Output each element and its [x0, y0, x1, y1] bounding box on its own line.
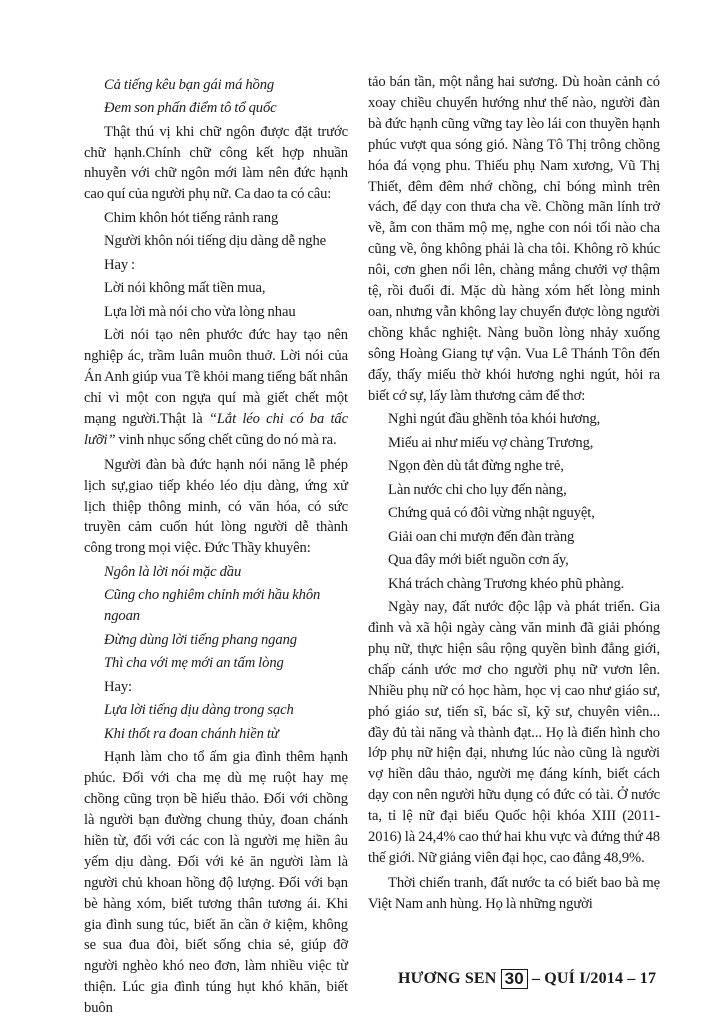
verse-line: Chứng quả có đôi vừng nhật nguyệt, [388, 505, 595, 522]
verse-line: Qua đây mới biết nguồn cơn ấy, [388, 552, 569, 569]
footer-separator-2: – [627, 970, 636, 987]
verse-line: Lời nói không mất tiền mua, [104, 280, 266, 297]
body-paragraph: Thời chiến tranh, đất nước ta có biết bao bà mẹ Việt Nam anh hùng. Họ là những người [368, 874, 660, 912]
body-paragraph: Lời nói tạo nên phước đức hay tạo nên nghiệp ác, trầm luân muôn thuở. Lời nói của Án Anh giúp vua Tề khỏi mang tiếng bất nhân chỉ vì một con ngựa quí mà giết chết một mạng người.Thật là “Lắt léo chi có ba tấc lưỡi” vinh nhục sống chết cũng do nó mà ra. [84, 327, 348, 448]
verse-line: Cũng cho nghiêm chỉnh mới hầu khôn ngoan [104, 587, 321, 625]
body-paragraph: tảo bán tần, một nắng hai sương. Dù hoàn cảnh có xoay chiều chuyển hướng như thế nào, người đàn bà đức hạnh cũng vững tay lèo lái con thuyền hạnh phúc vượt qua sóng gió. Nàng Tô Thị trông chồng hóa đá vọng phu. Thiếu phụ Nam xương, Vũ Thị Thiết, đêm đêm nhớ chồng, chỉ bóng mình trên vách, để dạy con thưa cha về. Chồng mãn lính trở về, ẵm con thăm mộ mẹ, nghe con nói tối nào cha cũng về, ông không phải là cha tôi. Không rõ khúc nôi, cơn ghen nổi lên, chàng mắng chưởi vợ thậm tệ, rồi đuổi đi. Mặc dù hàng xóm hết lòng minh oan, nhưng vẫn không lay chuyển được lòng người chồng khắc nghiệt. Nàng buồn lòng nhảy xuống sông Hoàng Giang tự vận. Vua Lê Thánh Tôn đến đấy, thấy miếu thờ khói hương nghi ngút, hỏi ra biết cớ sự, lấy làm thương cảm để thơ: [368, 74, 660, 404]
verse-line: Khá trách chàng Trương khéo phũ phàng. [388, 575, 625, 592]
verse-line: Miếu ai như miếu vợ chàng Trương, [388, 434, 594, 451]
page-number: 17 [639, 970, 657, 987]
body-paragraph: Hạnh làm cho tổ ấm gia đình thêm hạnh phúc. Đối với cha mẹ dù mẹ ruột hay mẹ chồng cũng trọn bề hiếu thảo. Đối với chồng là người bạn đường chung thủy, đoan chánh hiền từ, đối với các con là người mẹ hiền âu yếm dịu dàng. Đối với kẻ ăn người làm là người chủ khoan hồng độ lượng. Đối với bạn bè hàng xóm, biết tương thân tương ái. Khi gia đình sung túc, biết ăn cần ở kiệm, không se sua đua đòi, biết sống chia sẻ, giúp đỡ người nghèo khó neo đơn, làm nhiều việc từ thiện. Lúc gia đình túng hụt khó khăn, biết buôn [84, 749, 348, 1017]
verse-line: Đừng dùng lời tiếng phang ngang [104, 631, 297, 648]
verse-line: Hay: [104, 678, 132, 695]
verse-line: Giải oan chi mượn đến đàn tràng [388, 528, 575, 545]
verse-line: Ngọn đèn dù tắt đừng nghe trẻ, [388, 458, 564, 475]
verse-line: Chim khôn hót tiếng rảnh rang [104, 209, 279, 226]
verse-line: Đem son phấn điểm tô tổ quốc [104, 100, 277, 117]
verse-line: Ngôn là lời nói mặc dầu [104, 563, 242, 580]
verse-line: Nghi ngút đầu ghềnh tỏa khói hương, [388, 411, 601, 428]
verse-line: Khi thốt ra đoan chánh hiền từ [104, 725, 279, 742]
page-footer [398, 969, 660, 989]
right-column [368, 72, 660, 915]
verse-line: Cả tiếng kêu bạn gái má hồng [104, 76, 275, 93]
verse-line: Thì cha với mẹ mới an tấm lòng [104, 655, 284, 672]
body-paragraph: Thật thú vị khi chữ ngôn được đặt trước chữ hạnh.Chính chữ công kết hợp nhuần nhuyễn với chữ ngôn mới làm nên đức hạnh cao quí của người phụ nữ. Ca dao ta có câu: [84, 123, 348, 203]
magazine-name: HƯƠNG SEN [398, 970, 497, 987]
footer-separator: – [531, 970, 541, 987]
verse-line: Lựa lời tiếng dịu dàng trong sạch [104, 702, 294, 719]
left-column [84, 72, 348, 1019]
italic-quote: “Lắt léo chi có ba tấc lưỡi” [84, 410, 348, 448]
issue-number-box: 30 [501, 969, 528, 989]
body-paragraph: Người đàn bà đức hạnh nói năng lễ phép lịch sự,giao tiếp khéo léo dịu dàng, ứng xử lịch thiệp thông minh, có văn hóa, có sức truyền cảm cuốn hút lòng người dễ thành công trong mọi việc. Đức Thầy khuyên: [84, 456, 348, 557]
issue-period: QUÍ I/2014 [544, 970, 624, 987]
body-paragraph: Ngày nay, đất nước độc lập và phát triển. Gia đình và xã hội ngày càng văn minh đã giải phóng phụ nữ, thực hiện sâu rộng quyền bình đẳng giới, chấp cánh ước mơ cho người phụ nữ vươn lên. Nhiều phụ nữ có học hàm, học vị cao như giáo sư, phó giáo sư, tiến sĩ, bác sĩ, kỹ sư, chuyên viên... đầy đủ tài năng và thành đạt... Họ là điển hình cho lớp phụ nữ hiện đại, nhưng lúc nào cũng là người vợ hiền dâu thảo, người mẹ đáng kính, biết cách dạy con nên người hữu dụng có đức có tài. Ở nước ta, tỉ lệ nữ đại biểu Quốc hội khóa XIII (2011- 2016) là 24,4% cao thứ hai khu vực và đứng thứ 48 thế giới. Nữ giảng viên đại học, cao đẳng 48,9%. [368, 599, 660, 866]
verse-line: Người khôn nói tiếng dịu dàng dễ nghe [104, 233, 327, 250]
verse-line: Làn nước chi cho lụy đến nàng, [388, 481, 567, 498]
verse-line: Hay : [104, 256, 136, 273]
verse-line: Lựa lời mà nói cho vừa lòng nhau [104, 303, 296, 320]
